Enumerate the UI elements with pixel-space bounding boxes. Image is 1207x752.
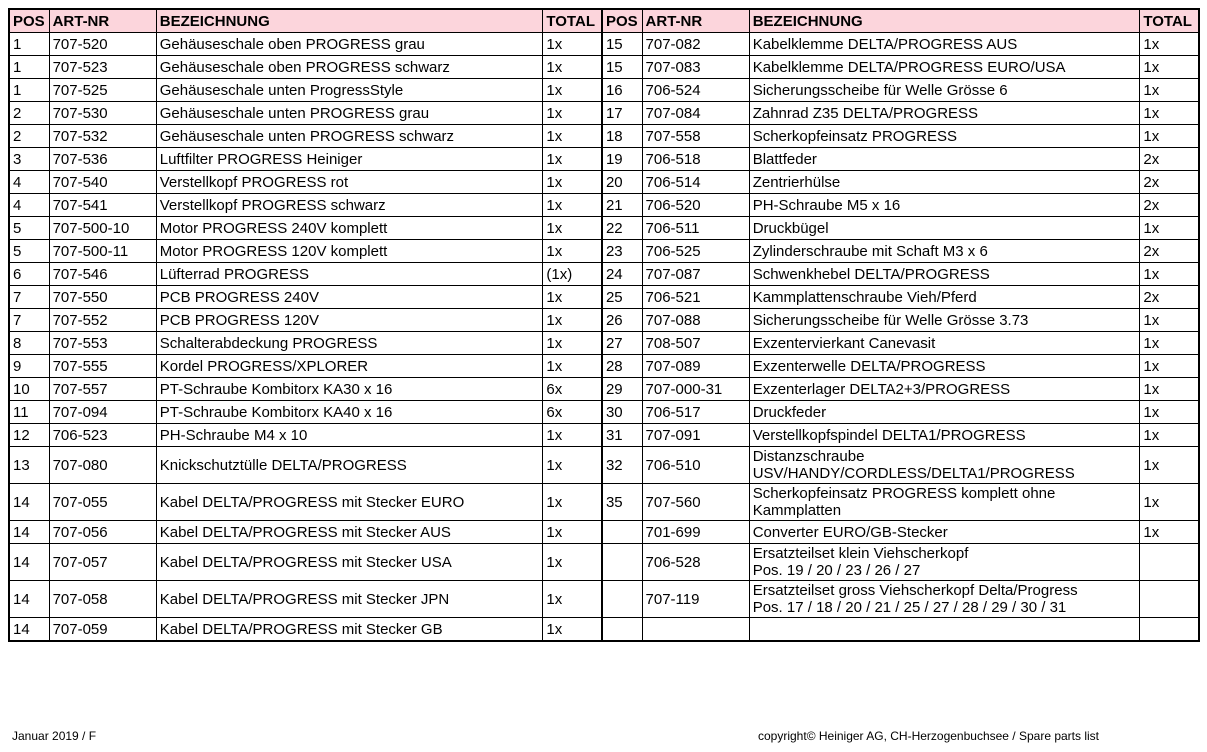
- cell-bezeichnung: Scherkopfeinsatz PROGRESS komplett ohne Kammplatten: [749, 484, 1140, 521]
- cell-bezeichnung: Kabel DELTA/PROGRESS mit Stecker JPN: [156, 581, 543, 618]
- cell-art-nr: 707-523: [49, 56, 156, 79]
- cell-art-nr: 707-520: [49, 33, 156, 56]
- cell-total: 1x: [543, 424, 602, 447]
- cell-total: 1x: [543, 618, 602, 642]
- table-row: [9, 484, 1199, 521]
- table-row: [9, 581, 1199, 618]
- cell-pos: 6: [9, 263, 49, 286]
- cell-pos: 1: [9, 33, 49, 56]
- cell-art-nr: 707-000-31: [642, 378, 749, 401]
- cell-total: 1x: [543, 447, 602, 484]
- cell-total: 1x: [1140, 378, 1199, 401]
- cell-art-nr: 706-510: [642, 447, 749, 484]
- header-total-right: TOTAL: [1140, 9, 1199, 33]
- cell-total: 1x: [1140, 217, 1199, 240]
- cell-art-nr: 707-056: [49, 521, 156, 544]
- cell-total: 1x: [543, 217, 602, 240]
- cell-bezeichnung: PCB PROGRESS 120V: [156, 309, 543, 332]
- cell-bezeichnung: Kammplattenschraube Vieh/Pferd: [749, 286, 1140, 309]
- table-header-row: [9, 9, 1199, 33]
- cell-bezeichnung: Zylinderschraube mit Schaft M3 x 6: [749, 240, 1140, 263]
- cell-total: [1140, 618, 1199, 642]
- cell-pos: 26: [602, 309, 642, 332]
- cell-total: 1x: [543, 240, 602, 263]
- cell-pos: 29: [602, 378, 642, 401]
- cell-pos: 5: [9, 240, 49, 263]
- table-row: [9, 618, 1199, 642]
- table-row: [9, 378, 1199, 401]
- cell-total: 1x: [1140, 401, 1199, 424]
- header-pos-left: POS: [9, 9, 49, 33]
- table-row: [9, 544, 1199, 581]
- cell-bezeichnung: Schwenkhebel DELTA/PROGRESS: [749, 263, 1140, 286]
- cell-art-nr: 707-500-10: [49, 217, 156, 240]
- cell-art-nr: 707-091: [642, 424, 749, 447]
- cell-art-nr: 707-080: [49, 447, 156, 484]
- spare-parts-table: [8, 8, 1200, 642]
- cell-bezeichnung: Sicherungsscheibe für Welle Grösse 6: [749, 79, 1140, 102]
- header-bezeichnung-left: BEZEICHNUNG: [156, 9, 543, 33]
- cell-pos: 14: [9, 544, 49, 581]
- table-row: [9, 240, 1199, 263]
- footer-date: Januar 2019 / F: [12, 729, 97, 743]
- cell-total: 1x: [1140, 332, 1199, 355]
- table-row: [9, 521, 1199, 544]
- cell-total: 2x: [1140, 286, 1199, 309]
- table-row: [9, 447, 1199, 484]
- cell-art-nr: 707-059: [49, 618, 156, 642]
- cell-bezeichnung: Lüfterrad PROGRESS: [156, 263, 543, 286]
- cell-bezeichnung: Gehäuseschale oben PROGRESS grau: [156, 33, 543, 56]
- cell-total: [1140, 581, 1199, 618]
- cell-bezeichnung: Druckfeder: [749, 401, 1140, 424]
- cell-total: 1x: [1140, 56, 1199, 79]
- cell-total: 1x: [543, 102, 602, 125]
- cell-total: 1x: [1140, 263, 1199, 286]
- cell-art-nr: 707-083: [642, 56, 749, 79]
- cell-bezeichnung: Verstellkopf PROGRESS rot: [156, 171, 543, 194]
- cell-art-nr: 706-525: [642, 240, 749, 263]
- cell-total: 1x: [1140, 484, 1199, 521]
- header-pos-right: POS: [602, 9, 642, 33]
- cell-total: 1x: [1140, 125, 1199, 148]
- cell-art-nr: 707-546: [49, 263, 156, 286]
- cell-pos: 7: [9, 286, 49, 309]
- cell-pos: 7: [9, 309, 49, 332]
- cell-art-nr: 707-540: [49, 171, 156, 194]
- cell-bezeichnung: Kordel PROGRESS/XPLORER: [156, 355, 543, 378]
- cell-bezeichnung: Kabelklemme DELTA/PROGRESS AUS: [749, 33, 1140, 56]
- cell-bezeichnung: Converter EURO/GB-Stecker: [749, 521, 1140, 544]
- cell-art-nr: 706-521: [642, 286, 749, 309]
- cell-bezeichnung: Sicherungsscheibe für Welle Grösse 3.73: [749, 309, 1140, 332]
- cell-pos: 32: [602, 447, 642, 484]
- cell-art-nr: 706-528: [642, 544, 749, 581]
- footer-copyright: copyright© Heiniger AG, CH-Herzogenbuchsee / Spare parts list: [758, 729, 1099, 743]
- cell-pos: 24: [602, 263, 642, 286]
- cell-pos: 35: [602, 484, 642, 521]
- cell-bezeichnung: Kabelklemme DELTA/PROGRESS EURO/USA: [749, 56, 1140, 79]
- cell-bezeichnung: Verstellkopfspindel DELTA1/PROGRESS: [749, 424, 1140, 447]
- cell-total: [1140, 544, 1199, 581]
- cell-bezeichnung: PT-Schraube Kombitorx KA40 x 16: [156, 401, 543, 424]
- cell-bezeichnung: Zentrierhülse: [749, 171, 1140, 194]
- table-row: [9, 263, 1199, 286]
- cell-pos: 23: [602, 240, 642, 263]
- cell-art-nr: 707-530: [49, 102, 156, 125]
- cell-bezeichnung: Gehäuseschale oben PROGRESS schwarz: [156, 56, 543, 79]
- cell-art-nr: 707-557: [49, 378, 156, 401]
- cell-pos: 18: [602, 125, 642, 148]
- cell-bezeichnung: Knickschutztülle DELTA/PROGRESS: [156, 447, 543, 484]
- cell-pos: 17: [602, 102, 642, 125]
- header-art-nr-right: ART-NR: [642, 9, 749, 33]
- cell-bezeichnung: Motor PROGRESS 240V komplett: [156, 217, 543, 240]
- cell-bezeichnung: Exzentervierkant Canevasit: [749, 332, 1140, 355]
- cell-art-nr: 706-517: [642, 401, 749, 424]
- cell-art-nr: 707-055: [49, 484, 156, 521]
- cell-art-nr: 707-087: [642, 263, 749, 286]
- cell-bezeichnung: PH-Schraube M5 x 16: [749, 194, 1140, 217]
- cell-bezeichnung: Kabel DELTA/PROGRESS mit Stecker EURO: [156, 484, 543, 521]
- cell-bezeichnung: Zahnrad Z35 DELTA/PROGRESS: [749, 102, 1140, 125]
- cell-art-nr: 707-532: [49, 125, 156, 148]
- cell-bezeichnung: Kabel DELTA/PROGRESS mit Stecker GB: [156, 618, 543, 642]
- cell-total: 1x: [543, 286, 602, 309]
- cell-total: 6x: [543, 378, 602, 401]
- cell-bezeichnung: Distanzschraube USV/HANDY/CORDLESS/DELTA1/PROGRESS: [749, 447, 1140, 484]
- cell-total: 2x: [1140, 194, 1199, 217]
- cell-art-nr: 707-058: [49, 581, 156, 618]
- cell-pos: 5: [9, 217, 49, 240]
- cell-bezeichnung: Gehäuseschale unten PROGRESS grau: [156, 102, 543, 125]
- cell-total: 1x: [543, 332, 602, 355]
- cell-pos: 12: [9, 424, 49, 447]
- cell-total: 1x: [1140, 521, 1199, 544]
- cell-total: 1x: [1140, 424, 1199, 447]
- cell-pos: 14: [9, 484, 49, 521]
- cell-pos: 14: [9, 618, 49, 642]
- cell-pos: 31: [602, 424, 642, 447]
- cell-art-nr: 706-514: [642, 171, 749, 194]
- cell-total: 1x: [543, 33, 602, 56]
- cell-bezeichnung: Exzenterlager DELTA2+3/PROGRESS: [749, 378, 1140, 401]
- cell-total: 1x: [543, 581, 602, 618]
- table-body: [9, 33, 1199, 642]
- cell-total: 1x: [543, 79, 602, 102]
- cell-art-nr: 707-082: [642, 33, 749, 56]
- cell-art-nr: 707-525: [49, 79, 156, 102]
- cell-art-nr: 707-550: [49, 286, 156, 309]
- cell-pos: 21: [602, 194, 642, 217]
- table-row: [9, 355, 1199, 378]
- cell-bezeichnung: Druckbügel: [749, 217, 1140, 240]
- table-row: [9, 79, 1199, 102]
- cell-bezeichnung: Ersatzteilset klein Viehscherkopf Pos. 19 / 20 / 23 / 26 / 27: [749, 544, 1140, 581]
- table-row: [9, 401, 1199, 424]
- cell-total: 1x: [543, 309, 602, 332]
- cell-pos: 8: [9, 332, 49, 355]
- table-row: [9, 217, 1199, 240]
- cell-pos: [602, 618, 642, 642]
- cell-art-nr: 706-511: [642, 217, 749, 240]
- cell-art-nr: 707-119: [642, 581, 749, 618]
- table-row: [9, 33, 1199, 56]
- cell-pos: 2: [9, 102, 49, 125]
- cell-bezeichnung: Gehäuseschale unten ProgressStyle: [156, 79, 543, 102]
- cell-total: 1x: [543, 148, 602, 171]
- cell-total: 1x: [543, 125, 602, 148]
- cell-total: 1x: [543, 194, 602, 217]
- cell-pos: 25: [602, 286, 642, 309]
- cell-pos: 13: [9, 447, 49, 484]
- cell-art-nr: 707-555: [49, 355, 156, 378]
- cell-pos: 10: [9, 378, 49, 401]
- header-bezeichnung-right: BEZEICHNUNG: [749, 9, 1140, 33]
- table-row: [9, 148, 1199, 171]
- cell-total: 1x: [1140, 79, 1199, 102]
- cell-total: 1x: [1140, 309, 1199, 332]
- cell-bezeichnung: Kabel DELTA/PROGRESS mit Stecker AUS: [156, 521, 543, 544]
- table-row: [9, 56, 1199, 79]
- cell-bezeichnung: Schalterabdeckung PROGRESS: [156, 332, 543, 355]
- cell-art-nr: 707-088: [642, 309, 749, 332]
- cell-art-nr: 707-553: [49, 332, 156, 355]
- cell-pos: 16: [602, 79, 642, 102]
- cell-art-nr: 706-523: [49, 424, 156, 447]
- table-row: [9, 194, 1199, 217]
- table-row: [9, 171, 1199, 194]
- table-row: [9, 102, 1199, 125]
- cell-pos: 30: [602, 401, 642, 424]
- cell-art-nr: 701-699: [642, 521, 749, 544]
- cell-pos: 9: [9, 355, 49, 378]
- cell-art-nr: 706-518: [642, 148, 749, 171]
- cell-art-nr: 707-057: [49, 544, 156, 581]
- cell-pos: 1: [9, 79, 49, 102]
- cell-pos: [602, 544, 642, 581]
- header-art-nr-left: ART-NR: [49, 9, 156, 33]
- cell-total: 6x: [543, 401, 602, 424]
- cell-art-nr: 707-094: [49, 401, 156, 424]
- cell-pos: 11: [9, 401, 49, 424]
- cell-total: 1x: [543, 544, 602, 581]
- cell-pos: [602, 581, 642, 618]
- cell-total: 1x: [1140, 33, 1199, 56]
- table-row: [9, 309, 1199, 332]
- cell-total: 1x: [543, 171, 602, 194]
- cell-total: 1x: [543, 484, 602, 521]
- cell-total: 1x: [1140, 355, 1199, 378]
- cell-pos: 19: [602, 148, 642, 171]
- cell-pos: 14: [9, 581, 49, 618]
- cell-bezeichnung: Scherkopfeinsatz PROGRESS: [749, 125, 1140, 148]
- cell-art-nr: 707-558: [642, 125, 749, 148]
- cell-pos: 20: [602, 171, 642, 194]
- cell-bezeichnung: PCB PROGRESS 240V: [156, 286, 543, 309]
- cell-total: 1x: [1140, 102, 1199, 125]
- cell-bezeichnung: Blattfeder: [749, 148, 1140, 171]
- cell-total: (1x): [543, 263, 602, 286]
- cell-bezeichnung: Luftfilter PROGRESS Heiniger: [156, 148, 543, 171]
- cell-art-nr: 707-500-11: [49, 240, 156, 263]
- cell-pos: [602, 521, 642, 544]
- table-row: [9, 286, 1199, 309]
- cell-art-nr: 707-552: [49, 309, 156, 332]
- cell-pos: 15: [602, 33, 642, 56]
- cell-pos: 15: [602, 56, 642, 79]
- table-row: [9, 424, 1199, 447]
- table-row: [9, 332, 1199, 355]
- cell-total: 1x: [1140, 447, 1199, 484]
- cell-bezeichnung: Ersatzteilset gross Viehscherkopf Delta/Progress Pos. 17 / 18 / 20 / 21 / 25 / 27 / 28 / 29 / 30 / 31: [749, 581, 1140, 618]
- cell-total: 2x: [1140, 240, 1199, 263]
- cell-art-nr: 706-520: [642, 194, 749, 217]
- cell-total: 1x: [543, 521, 602, 544]
- cell-pos: 2: [9, 125, 49, 148]
- cell-bezeichnung: Gehäuseschale unten PROGRESS schwarz: [156, 125, 543, 148]
- cell-bezeichnung: Verstellkopf PROGRESS schwarz: [156, 194, 543, 217]
- cell-total: 2x: [1140, 171, 1199, 194]
- cell-art-nr: 707-084: [642, 102, 749, 125]
- cell-bezeichnung: Motor PROGRESS 120V komplett: [156, 240, 543, 263]
- cell-pos: 4: [9, 171, 49, 194]
- cell-bezeichnung: PT-Schraube Kombitorx KA30 x 16: [156, 378, 543, 401]
- cell-art-nr: [642, 618, 749, 642]
- header-total-left: TOTAL: [543, 9, 602, 33]
- cell-pos: 1: [9, 56, 49, 79]
- cell-art-nr: 706-524: [642, 79, 749, 102]
- cell-total: 2x: [1140, 148, 1199, 171]
- cell-art-nr: 708-507: [642, 332, 749, 355]
- cell-total: 1x: [543, 56, 602, 79]
- cell-pos: 28: [602, 355, 642, 378]
- cell-bezeichnung: Kabel DELTA/PROGRESS mit Stecker USA: [156, 544, 543, 581]
- table-row: [9, 125, 1199, 148]
- cell-bezeichnung: [749, 618, 1140, 642]
- cell-pos: 4: [9, 194, 49, 217]
- cell-art-nr: 707-536: [49, 148, 156, 171]
- cell-art-nr: 707-541: [49, 194, 156, 217]
- cell-art-nr: 707-560: [642, 484, 749, 521]
- cell-bezeichnung: PH-Schraube M4 x 10: [156, 424, 543, 447]
- cell-pos: 14: [9, 521, 49, 544]
- cell-pos: 3: [9, 148, 49, 171]
- cell-total: 1x: [543, 355, 602, 378]
- cell-pos: 22: [602, 217, 642, 240]
- cell-art-nr: 707-089: [642, 355, 749, 378]
- cell-bezeichnung: Exzenterwelle DELTA/PROGRESS: [749, 355, 1140, 378]
- cell-pos: 27: [602, 332, 642, 355]
